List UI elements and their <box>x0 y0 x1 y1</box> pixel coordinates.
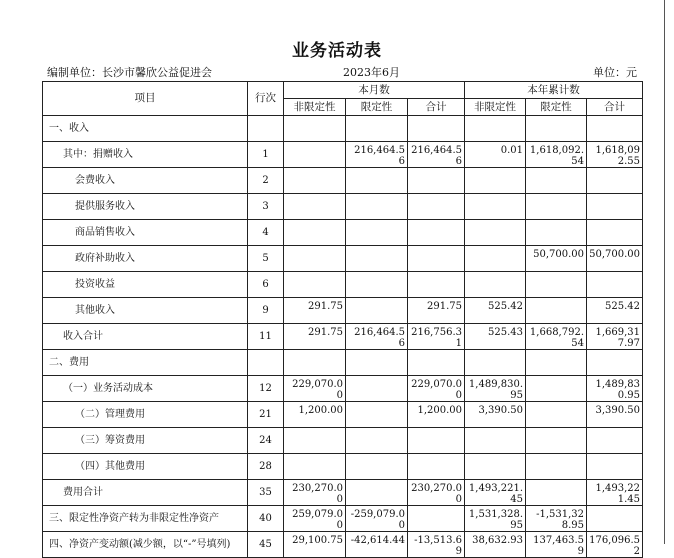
row-line-number: 5 <box>248 246 284 272</box>
header-ytd-total: 合计 <box>587 99 643 116</box>
cell-month-restricted <box>346 246 408 272</box>
cell-ytd-total <box>587 350 643 376</box>
cell-ytd-total: 3,390.50 <box>587 402 643 428</box>
cell-ytd-restricted: 1,668,792.54 <box>526 324 587 350</box>
report-title: 业务活动表 <box>292 41 382 61</box>
cell-month-unrestricted <box>284 246 346 272</box>
cell-ytd-restricted <box>526 272 587 298</box>
cell-ytd-restricted <box>526 480 587 506</box>
row-line-number: 40 <box>248 506 284 532</box>
header-month-unrestricted: 非限定性 <box>284 99 346 116</box>
table-row <box>43 194 643 220</box>
row-item-label: 费用合计 <box>43 480 248 506</box>
table-row <box>43 168 643 194</box>
row-item-label: 三、限定性净资产转为非限定性净资产 <box>43 506 248 532</box>
row-line-number: 1 <box>248 142 284 168</box>
row-line-number: 3 <box>248 194 284 220</box>
cell-ytd-total <box>587 194 643 220</box>
table-row <box>43 246 643 272</box>
row-line-number: 45 <box>248 532 284 558</box>
row-line-number: 2 <box>248 168 284 194</box>
cell-month-unrestricted: 229,070.00 <box>284 376 346 402</box>
row-item-label: 会费收入 <box>43 168 248 194</box>
table-row <box>43 298 643 324</box>
cell-month-restricted <box>346 376 408 402</box>
cell-ytd-restricted <box>526 350 587 376</box>
cell-month-restricted <box>346 168 408 194</box>
row-item-label: 四、净资产变动额(减少额，以“-”号填列) <box>43 532 248 558</box>
cell-month-unrestricted: 291.75 <box>284 298 346 324</box>
table-row <box>43 402 643 428</box>
header-month: 本月数 <box>284 82 465 99</box>
row-line-number <box>248 116 284 142</box>
cell-month-restricted <box>346 272 408 298</box>
row-item-label: 其他收入 <box>43 298 248 324</box>
cell-ytd-total: 525.42 <box>587 298 643 324</box>
cell-month-total: -13,513.69 <box>408 532 465 558</box>
row-item-label: 投资收益 <box>43 272 248 298</box>
header-ytd: 本年累计数 <box>465 82 643 99</box>
cell-ytd-unrestricted <box>465 116 526 142</box>
row-item-label: 其中：捐赠收入 <box>43 142 248 168</box>
table-row <box>43 324 643 350</box>
cell-month-restricted: 216,464.56 <box>346 142 408 168</box>
row-item-label: （三）筹资费用 <box>43 428 248 454</box>
cell-month-restricted: 216,464.56 <box>346 324 408 350</box>
cell-ytd-total <box>587 272 643 298</box>
cell-ytd-total <box>587 454 643 480</box>
cell-ytd-unrestricted <box>465 194 526 220</box>
cell-month-total: 216,464.56 <box>408 142 465 168</box>
cell-ytd-restricted: 137,463.59 <box>526 532 587 558</box>
row-item-label: 收入合计 <box>43 324 248 350</box>
cell-month-total: 216,756.31 <box>408 324 465 350</box>
table-row <box>43 532 643 558</box>
table-row <box>43 428 643 454</box>
row-line-number: 11 <box>248 324 284 350</box>
cell-month-unrestricted <box>284 116 346 142</box>
row-item-label: 二、费用 <box>43 350 248 376</box>
cell-ytd-total: 1,489,830.95 <box>587 376 643 402</box>
row-line-number: 9 <box>248 298 284 324</box>
cell-ytd-restricted <box>526 116 587 142</box>
cell-ytd-unrestricted: 1,489,830.95 <box>465 376 526 402</box>
cell-month-total <box>408 194 465 220</box>
table-row <box>43 220 643 246</box>
cell-month-total: 229,070.00 <box>408 376 465 402</box>
cell-month-restricted <box>346 480 408 506</box>
cell-month-restricted <box>346 116 408 142</box>
row-item-label: （四）其他费用 <box>43 454 248 480</box>
cell-ytd-unrestricted <box>465 272 526 298</box>
cell-ytd-total: 176,096.52 <box>587 532 643 558</box>
org-label: 编制单位：长沙市馨欣公益促进会 <box>47 66 212 79</box>
cell-month-unrestricted <box>284 272 346 298</box>
table-body <box>43 116 643 558</box>
cell-month-total: 291.75 <box>408 298 465 324</box>
row-line-number: 28 <box>248 454 284 480</box>
table-row <box>43 454 643 480</box>
row-item-label: （一）业务活动成本 <box>43 376 248 402</box>
cell-ytd-unrestricted: 525.42 <box>465 298 526 324</box>
row-item-label: 政府补助收入 <box>43 246 248 272</box>
cell-month-unrestricted <box>284 428 346 454</box>
cell-month-restricted <box>346 428 408 454</box>
cell-month-total <box>408 246 465 272</box>
cell-ytd-unrestricted: 38,632.93 <box>465 532 526 558</box>
row-line-number: 21 <box>248 402 284 428</box>
row-item-label: 提供服务收入 <box>43 194 248 220</box>
cell-ytd-unrestricted: 0.01 <box>465 142 526 168</box>
row-item-label: （二）管理费用 <box>43 402 248 428</box>
cell-ytd-unrestricted <box>465 246 526 272</box>
cell-month-restricted: -259,079.00 <box>346 506 408 532</box>
table-row <box>43 506 643 532</box>
cell-ytd-restricted <box>526 428 587 454</box>
table-row <box>43 142 643 168</box>
row-line-number: 12 <box>248 376 284 402</box>
cell-month-unrestricted: 230,270.00 <box>284 480 346 506</box>
cell-ytd-unrestricted <box>465 168 526 194</box>
cell-ytd-unrestricted: 525.43 <box>465 324 526 350</box>
cell-ytd-total <box>587 168 643 194</box>
cell-ytd-total <box>587 116 643 142</box>
cell-ytd-total <box>587 220 643 246</box>
cell-ytd-total <box>587 506 643 532</box>
cell-ytd-restricted: -1,531,328.95 <box>526 506 587 532</box>
cell-month-total <box>408 116 465 142</box>
table-row <box>43 116 643 142</box>
activity-table <box>42 81 643 558</box>
page-edge <box>664 0 665 544</box>
cell-month-total <box>408 428 465 454</box>
cell-month-unrestricted <box>284 220 346 246</box>
cell-ytd-restricted <box>526 454 587 480</box>
cell-ytd-total: 1,669,317.97 <box>587 324 643 350</box>
cell-month-total <box>408 350 465 376</box>
cell-month-unrestricted: 291.75 <box>284 324 346 350</box>
row-line-number: 35 <box>248 480 284 506</box>
header-month-restricted: 限定性 <box>346 99 408 116</box>
cell-month-total <box>408 506 465 532</box>
table-row <box>43 480 643 506</box>
cell-month-total <box>408 272 465 298</box>
row-line-number <box>248 350 284 376</box>
cell-ytd-total: 1,618,092.55 <box>587 142 643 168</box>
cell-ytd-unrestricted <box>465 428 526 454</box>
header-item: 项目 <box>43 82 248 116</box>
row-line-number: 6 <box>248 272 284 298</box>
cell-month-restricted <box>346 402 408 428</box>
cell-month-unrestricted <box>284 194 346 220</box>
row-line-number: 4 <box>248 220 284 246</box>
cell-month-restricted: -42,614.44 <box>346 532 408 558</box>
cell-month-total <box>408 220 465 246</box>
cell-ytd-total: 1,493,221.45 <box>587 480 643 506</box>
cell-month-restricted <box>346 220 408 246</box>
cell-month-unrestricted: 1,200.00 <box>284 402 346 428</box>
cell-ytd-total: 50,700.00 <box>587 246 643 272</box>
cell-month-restricted <box>346 350 408 376</box>
table-row <box>43 350 643 376</box>
cell-month-restricted <box>346 298 408 324</box>
cell-month-total: 1,200.00 <box>408 402 465 428</box>
cell-month-unrestricted <box>284 168 346 194</box>
cell-ytd-restricted: 50,700.00 <box>526 246 587 272</box>
cell-ytd-unrestricted: 1,531,328.95 <box>465 506 526 532</box>
cell-month-restricted <box>346 194 408 220</box>
cell-month-unrestricted <box>284 350 346 376</box>
header-ytd-unrestricted: 非限定性 <box>465 99 526 116</box>
unit-label: 单位：元 <box>593 66 637 79</box>
cell-ytd-restricted <box>526 220 587 246</box>
cell-month-restricted <box>346 454 408 480</box>
cell-ytd-restricted <box>526 376 587 402</box>
cell-month-unrestricted <box>284 454 346 480</box>
cell-month-unrestricted: 29,100.75 <box>284 532 346 558</box>
cell-ytd-unrestricted <box>465 350 526 376</box>
header-ytd-restricted: 限定性 <box>526 99 587 116</box>
cell-ytd-unrestricted: 1,493,221.45 <box>465 480 526 506</box>
cell-month-total <box>408 454 465 480</box>
report-period: 2023年6月 <box>343 66 400 79</box>
cell-ytd-unrestricted <box>465 454 526 480</box>
table-row <box>43 272 643 298</box>
row-item-label: 商品销售收入 <box>43 220 248 246</box>
row-line-number: 24 <box>248 428 284 454</box>
cell-ytd-restricted <box>526 168 587 194</box>
header-line: 行次 <box>248 82 284 116</box>
cell-month-unrestricted: 259,079.00 <box>284 506 346 532</box>
cell-ytd-unrestricted: 3,390.50 <box>465 402 526 428</box>
cell-month-total <box>408 168 465 194</box>
cell-ytd-unrestricted <box>465 220 526 246</box>
header-month-total: 合计 <box>408 99 465 116</box>
cell-month-total: 230,270.00 <box>408 480 465 506</box>
cell-ytd-restricted <box>526 402 587 428</box>
cell-ytd-restricted: 1,618,092.54 <box>526 142 587 168</box>
cell-ytd-total <box>587 428 643 454</box>
row-item-label: 一、收入 <box>43 116 248 142</box>
cell-month-unrestricted <box>284 142 346 168</box>
cell-ytd-restricted <box>526 298 587 324</box>
cell-ytd-restricted <box>526 194 587 220</box>
table-row <box>43 376 643 402</box>
